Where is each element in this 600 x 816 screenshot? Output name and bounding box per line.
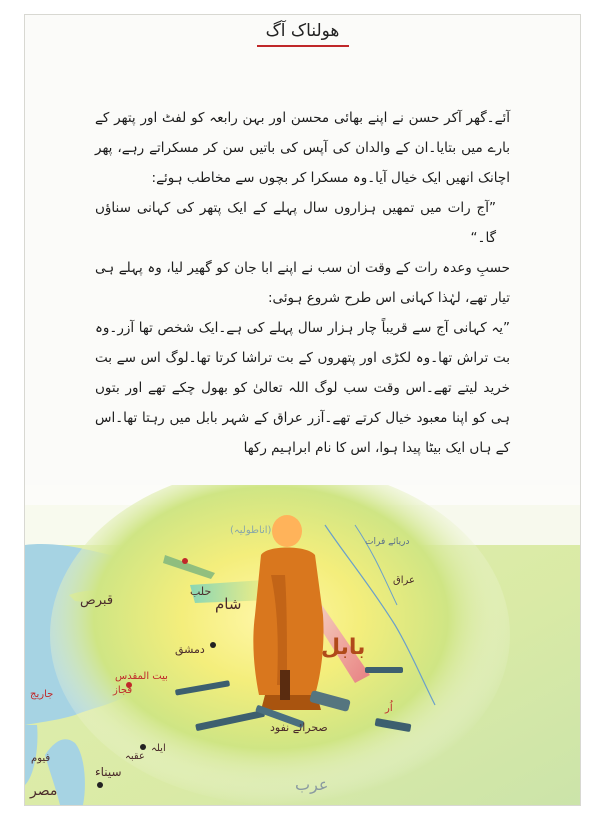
label-dimashq: دمشق <box>175 643 205 656</box>
chapter-header <box>25 21 580 47</box>
label-sina: سیناء <box>95 765 122 779</box>
label-babil: بابل <box>321 635 366 660</box>
label-misr: مصر <box>30 783 58 799</box>
story-text <box>95 103 510 463</box>
label-ur: اُر <box>385 703 393 714</box>
label-qubrus: قبرص <box>80 593 114 608</box>
label-iraq: عراق <box>393 575 416 586</box>
map-illustration <box>25 485 580 805</box>
label-fajaz: فجاز <box>113 685 133 696</box>
paragraph-3: ”یہ کہانی آج سے قریباً چار ہزار سال پہلے کی ہے۔ایک شخص تھا آزر۔وہ بت تراش تھا۔وہ لکڑی اور پتھروں کے بت تراشا کرتا تھا۔لوگ اس سے بت خرید لیتے تھے۔اس وقت سب لوگ اللہ تعالیٰ کو بھول چکے تھے اور بتوں ہی کو اپنا معبود خیال کرتے تھے۔آزر عراق کے شہر بابل میں رہتا تھا۔اس کے ہاں ایک بیٹا پیدا ہوا، اس کا نام ابراہیم رکھا <box>95 320 510 456</box>
label-halab: حلب <box>190 585 212 598</box>
chapter-title: ھولناک آگ <box>265 21 340 41</box>
label-jarij: جاریج <box>30 689 54 700</box>
city-dot-damascus <box>210 642 216 648</box>
label-sahra-nafud: صحرائے نفود <box>270 721 328 734</box>
label-aqaba: عقبہ <box>125 751 145 762</box>
label-sham: شام <box>215 595 242 613</box>
label-aila: ایلہ <box>151 743 166 754</box>
title-underline <box>257 45 349 47</box>
book-page <box>24 14 581 806</box>
quote-1: ”آج رات میں تمھیں ہزاروں سال پہلے کے ایک پتھر کی کہانی سناؤں گا۔“ <box>95 200 496 246</box>
label-anatolia: (اناطولیہ) <box>230 525 272 536</box>
map-graphic <box>25 485 580 805</box>
city-dot-fayum <box>97 782 103 788</box>
label-river: دریائے فرات <box>365 537 410 547</box>
label-fayum: فیوم <box>31 753 51 764</box>
paragraph-2: حسبِ وعدہ رات کے وقت ان سب نے اپنے ابا جان کو گھیر لیا، وہ پہلے ہی تیار تھے، لہٰذا کہانی اس طرح شروع ہوئی: <box>95 260 510 306</box>
label-bait-ul-muqaddas: بیت المقدس <box>115 671 168 682</box>
paragraph-1: آئے۔گھر آکر حسن نے اپنے بھائی محسن اور بہن رابعہ کو لفٹ اور پتھر کے بارے میں بتایا۔ان کے والدان کی آپس کی باتیں سن کر مسکراتے رہے، پھر اچانک انھیں ایک خیال آیا۔وہ مسکرا کر بچوں سے مخاطب ہوئے: <box>95 110 510 186</box>
city-dot-halab <box>182 558 188 564</box>
label-arab: عرب <box>295 775 329 794</box>
city-dot-aqaba <box>140 744 146 750</box>
